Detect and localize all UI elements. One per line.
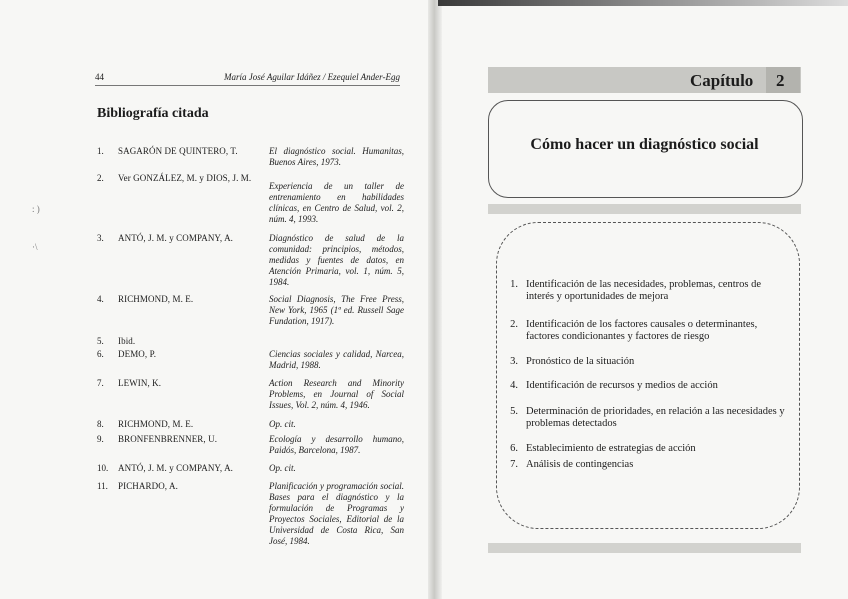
entry-number: 5. xyxy=(97,336,104,346)
entry-work: El diagnóstico social. Humanitas, Buenos Aires, 1973. xyxy=(269,146,404,167)
chapter-number: 2 xyxy=(776,71,785,90)
entry-author: ANTÓ, J. M. y COMPANY, A. xyxy=(118,463,234,473)
decorative-band xyxy=(488,204,801,214)
entry-author: BRONFENBRENNER, U. xyxy=(118,434,218,444)
entry-author: PICHARDO, A. xyxy=(118,481,178,491)
entry-work: Op. cit. xyxy=(269,419,296,429)
entry-number: 8. xyxy=(97,419,104,429)
entry-work: Ecología y desarrollo humano, Paidós, Barcelona, 1987. xyxy=(269,434,404,455)
contents-item-number: 6. xyxy=(510,443,518,454)
running-head-authors: María José Aguilar Idáñez / Ezequiel Ander-Egg xyxy=(224,72,400,82)
entry-work: Op. cit. xyxy=(269,463,296,473)
entry-number: 2. xyxy=(97,173,104,183)
contents-item-text: Identificación de recursos y medios de acción xyxy=(526,380,718,391)
entry-number: 7. xyxy=(97,378,104,388)
chapter-label: Capítulo xyxy=(690,71,754,90)
contents-box xyxy=(496,222,800,529)
contents-item-text: Identificación de las necesidades, problemas, centros de interés y oportunidades de mejora xyxy=(526,279,761,302)
entry-work: Experiencia de un taller de entrenamiento en habilidades clínicas, en Centro de Salud, vol. 2, núm. 4, 1993. xyxy=(269,181,404,224)
entry-author: LEWIN, K. xyxy=(118,378,162,388)
margin-mark: : ) xyxy=(32,204,40,214)
entry-number: 3. xyxy=(97,233,104,243)
entry-author: Ver GONZÁLEZ, M. y DIOS, J. M. xyxy=(118,173,252,183)
contents-item-text: Identificación de los factores causales o determinantes, factores condicionantes y factores de riesgo xyxy=(526,319,758,342)
entry-number: 10. xyxy=(97,463,109,473)
contents-item-text: Establecimiento de estrategias de acción xyxy=(526,443,696,454)
margin-mark: ·\ xyxy=(32,242,38,252)
entry-work: Planificación y programación social. Bases para el diagnóstico y la formulación de Programas y Proyectos Sociales, Editorial de la Universidad de Costa Rica, San José, 1984. xyxy=(269,481,404,546)
entry-author: DEMO, P. xyxy=(118,349,157,359)
contents-item-number: 4. xyxy=(510,380,518,391)
entry-author: Ibid. xyxy=(118,336,136,346)
contents-item-number: 7. xyxy=(510,459,518,470)
contents-item-text: Determinación de prioridades, en relación a las necesidades y problemas detectados xyxy=(526,406,785,429)
entry-work: Ciencias sociales y calidad, Narcea, Madrid, 1988. xyxy=(269,349,404,370)
entry-number: 1. xyxy=(97,146,104,156)
entry-work: Social Diagnosis, The Free Press, New York, 1965 (1ª ed. Russell Sage Fundation, 1917). xyxy=(269,294,404,326)
decorative-band-bottom xyxy=(488,543,801,553)
chapter-title: Cómo hacer un diagnóstico social xyxy=(530,136,759,153)
scan-edge-shadow xyxy=(438,0,848,6)
chapter-band xyxy=(488,67,801,93)
entry-number: 4. xyxy=(97,294,104,304)
contents-item-text: Análisis de contingencias xyxy=(526,459,634,470)
contents-item-number: 1. xyxy=(510,279,518,290)
entry-author: RICHMOND, M. E. xyxy=(118,419,194,429)
entry-number: 11. xyxy=(97,481,108,491)
contents-item-number: 2. xyxy=(510,319,518,330)
contents-item-number: 3. xyxy=(510,356,518,367)
entry-number: 9. xyxy=(97,434,104,444)
entry-author: SAGARÓN DE QUINTERO, T. xyxy=(118,146,238,156)
contents-item-number: 5. xyxy=(510,406,518,417)
page-number: 44 xyxy=(95,72,104,82)
section-title: Bibliografía citada xyxy=(97,106,209,121)
entry-author: RICHMOND, M. E. xyxy=(118,294,194,304)
entry-number: 6. xyxy=(97,349,104,359)
contents-item-text: Pronóstico de la situación xyxy=(526,356,635,367)
book-gutter xyxy=(428,0,442,599)
entry-work: Diagnóstico de salud de la comunidad: principios, métodos, medidas y fuentes de datos, en Atención Primaria, vol. 1, núm. 5, 1984. xyxy=(269,233,404,287)
entry-author: ANTÓ, J. M. y COMPANY, A. xyxy=(118,233,234,243)
header-rule xyxy=(95,85,400,86)
entry-work: Action Research and Minority Problems, en Journal of Social Issues, Vol. 2, núm. 4, 1946. xyxy=(269,378,404,410)
